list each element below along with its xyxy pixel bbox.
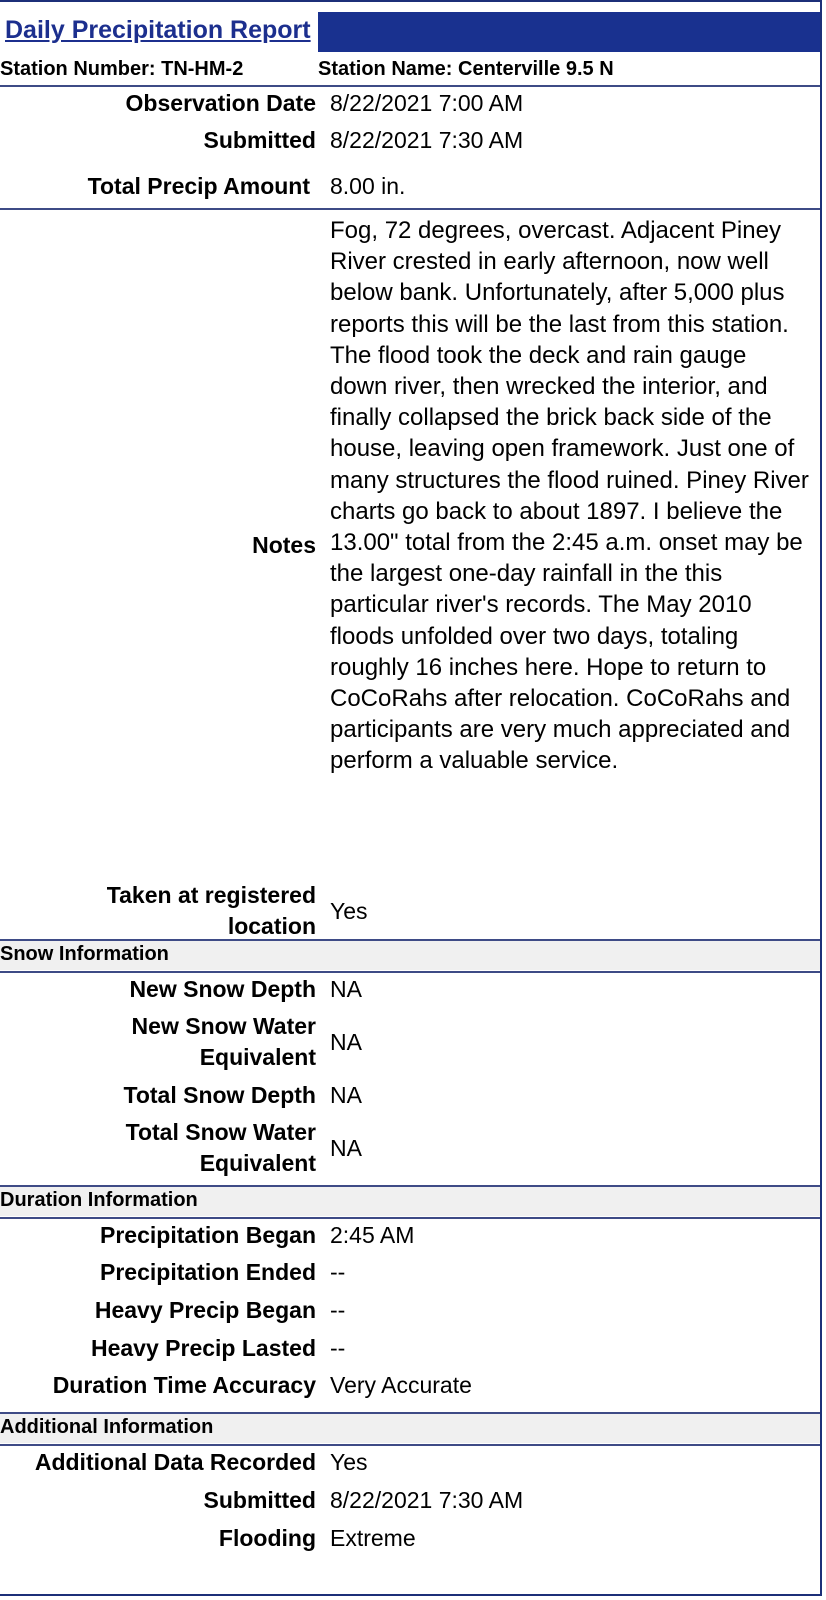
total-snow-depth-value: NA bbox=[330, 1082, 362, 1108]
new-snow-swe-label-line1: New Snow Water bbox=[131, 1013, 316, 1039]
duration-accuracy-label: Duration Time Accuracy bbox=[52, 1372, 316, 1398]
submitted-label: Submitted bbox=[203, 127, 316, 153]
new-snow-depth-value: NA bbox=[330, 976, 362, 1002]
new-snow-swe-label-line2: Equivalent bbox=[199, 1044, 316, 1070]
divider bbox=[0, 971, 820, 973]
additional-section-title: Additional Information bbox=[0, 1416, 214, 1438]
duration-section-title: Duration Information bbox=[0, 1189, 198, 1211]
registered-location-label-line1: Taken at registered bbox=[106, 882, 316, 908]
title-cell bbox=[0, 12, 318, 52]
duration-accuracy-value: Very Accurate bbox=[330, 1372, 472, 1398]
additional-submitted-label: Submitted bbox=[203, 1487, 316, 1513]
divider bbox=[0, 1412, 820, 1414]
divider bbox=[0, 208, 820, 210]
total-snow-swe-label-line2: Equivalent bbox=[199, 1150, 316, 1176]
observation-date-label: Observation Date bbox=[125, 90, 316, 116]
additional-submitted-value: 8/22/2021 7:30 AM bbox=[330, 1487, 524, 1513]
total-snow-swe-label-line1: Total Snow Water bbox=[125, 1119, 316, 1145]
precip-began-value: 2:45 AM bbox=[330, 1222, 415, 1248]
snow-section-header bbox=[0, 940, 820, 970]
new-snow-depth-label: New Snow Depth bbox=[129, 976, 316, 1002]
observation-date-value: 8/22/2021 7:00 AM bbox=[330, 90, 524, 116]
total-snow-depth-label: Total Snow Depth bbox=[123, 1082, 316, 1108]
notes-label: Notes bbox=[252, 532, 316, 558]
heavy-precip-lasted-label: Heavy Precip Lasted bbox=[90, 1335, 316, 1361]
divider bbox=[0, 1185, 820, 1187]
divider bbox=[0, 1444, 820, 1446]
submitted-value: 8/22/2021 7:30 AM bbox=[330, 127, 524, 153]
additional-data-value: Yes bbox=[330, 1449, 368, 1475]
flooding-value: Extreme bbox=[330, 1525, 416, 1551]
notes-text: Fog, 72 degrees, overcast. Adjacent Piney River crested in early afternoon, now well below bank. Unfortunately, after 5,000 plus reports this will be the last from this station. The flood took the deck and rain gauge down river, then wrecked the interior, and finally collapsed the brick back side of the house, leaving open framework. Just one of many structures the flood ruined. Piney River charts go back to about 1897. I believe the 13.00" total from the 2:45 a.m. onset may be the largest one-day rainfall in the this particular river's records. The May 2010 floods unfolded over two days, totaling roughly 16 inches here. Hope to return to CoCoRahs after relocation. CoCoRahs and participants are very much appreciated and perform a valuable service. bbox=[330, 217, 809, 775]
registered-location-label-line2: location bbox=[227, 913, 316, 939]
precip-began-label: Precipitation Began bbox=[100, 1222, 316, 1248]
duration-section-header bbox=[0, 1186, 820, 1216]
snow-section-title: Snow Information bbox=[0, 943, 169, 965]
precip-ended-value: -- bbox=[330, 1259, 346, 1285]
divider bbox=[0, 1217, 820, 1219]
heavy-precip-began-label: Heavy Precip Began bbox=[94, 1297, 316, 1323]
flooding-label: Flooding bbox=[218, 1525, 316, 1551]
registered-location-value: Yes bbox=[330, 898, 368, 924]
new-snow-swe-value: NA bbox=[330, 1029, 362, 1055]
additional-data-label: Additional Data Recorded bbox=[34, 1449, 316, 1475]
heavy-precip-began-value: -- bbox=[330, 1297, 346, 1323]
additional-section-header bbox=[0, 1413, 820, 1443]
report-title-link[interactable]: Daily Precipitation Report bbox=[5, 16, 311, 44]
total-snow-swe-value: NA bbox=[330, 1135, 362, 1161]
precip-ended-label: Precipitation Ended bbox=[100, 1259, 316, 1285]
total-precip-value: 8.00 in. bbox=[330, 173, 406, 199]
title-bar bbox=[0, 12, 820, 52]
station-name: Station Name: Centerville 9.5 N bbox=[318, 58, 614, 80]
divider bbox=[0, 939, 820, 941]
heavy-precip-lasted-value: -- bbox=[330, 1335, 346, 1361]
divider bbox=[0, 85, 820, 87]
total-precip-label: Total Precip Amount bbox=[87, 173, 310, 199]
station-number: Station Number: TN-HM-2 bbox=[0, 58, 244, 80]
